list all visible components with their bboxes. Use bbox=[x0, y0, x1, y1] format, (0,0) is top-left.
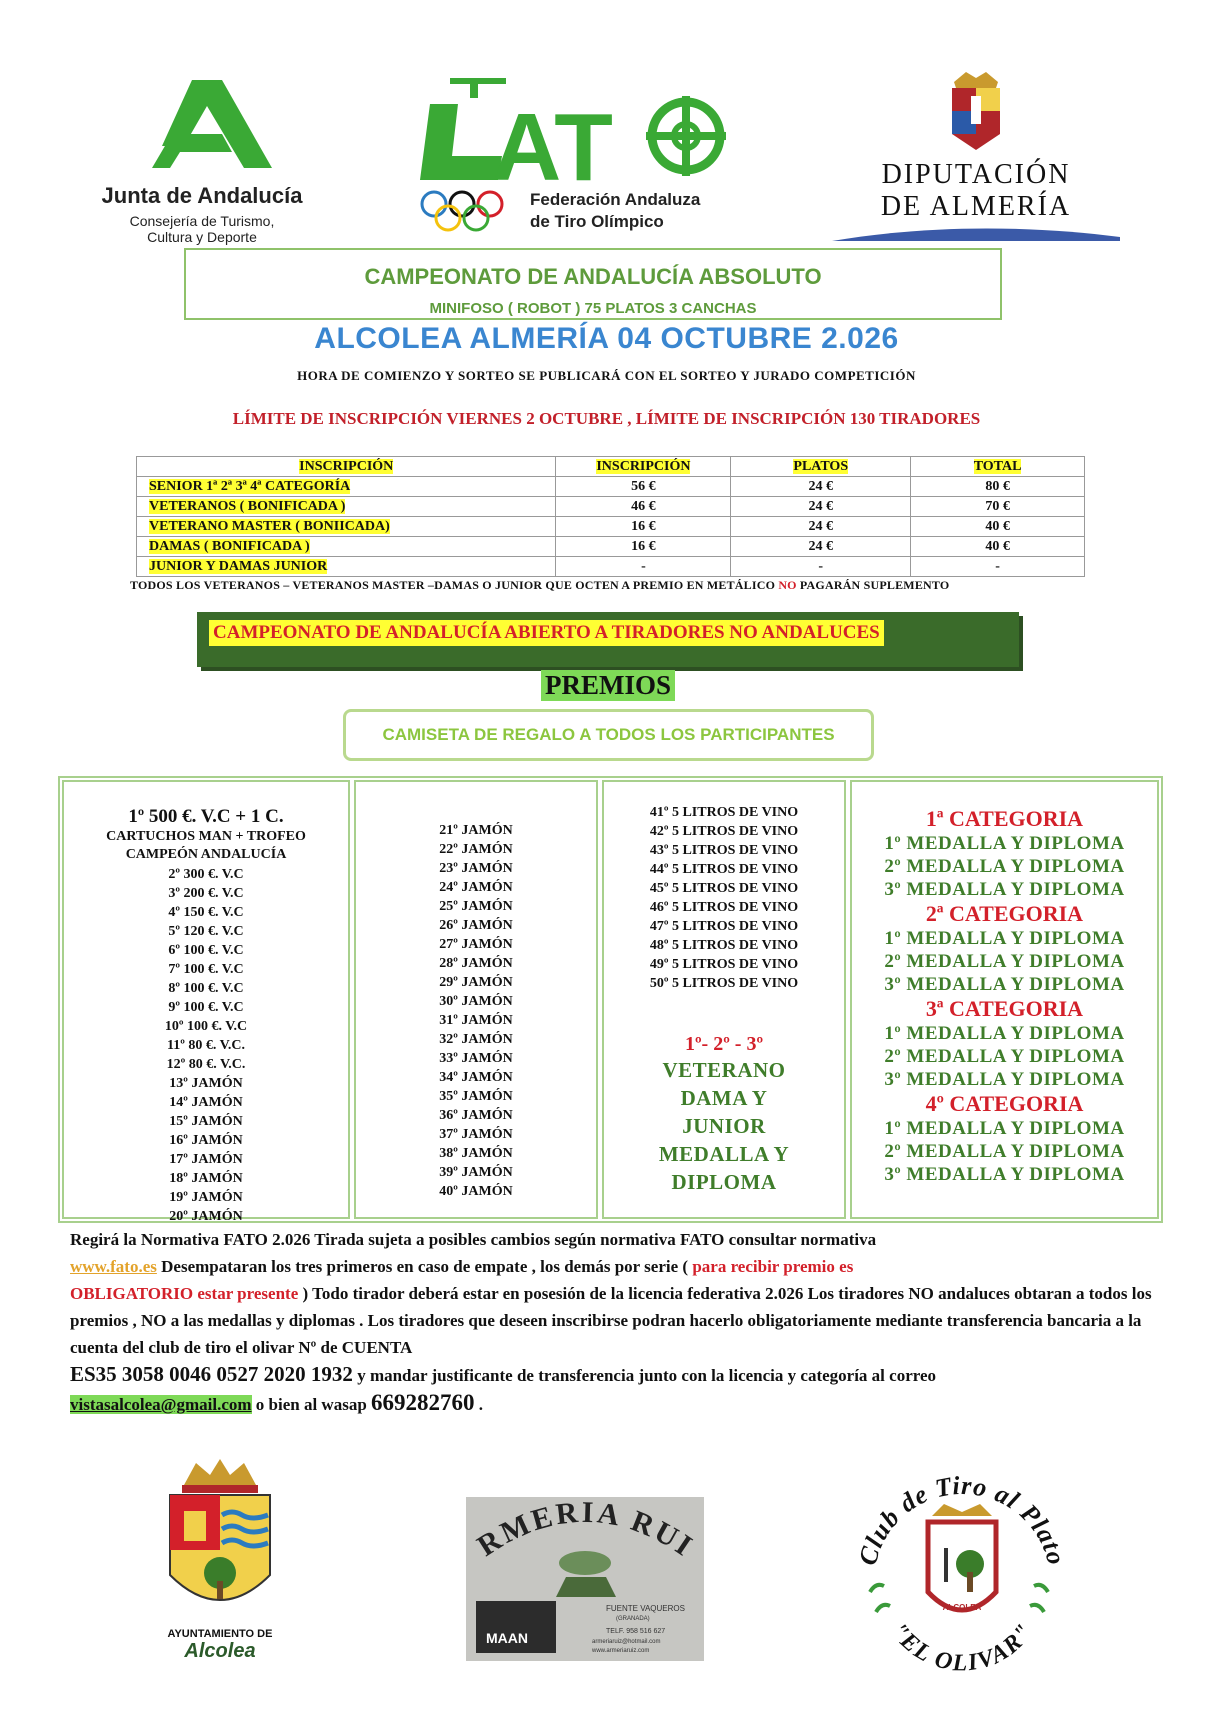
category-medal: 3º MEDALLA Y DIPLOMA bbox=[884, 1164, 1125, 1185]
prize-place: 23º JAMÓN bbox=[439, 861, 513, 876]
prize-place: 26º JAMÓN bbox=[439, 918, 513, 933]
prize-place: 20º JAMÓN bbox=[169, 1209, 243, 1224]
prize-place: 10º 100 €. V.C bbox=[164, 1019, 248, 1034]
category-title: 4º CATEGORIA bbox=[925, 1091, 1084, 1116]
fee-total: 80 € bbox=[911, 477, 1085, 497]
bank-account: ES35 3058 0046 0527 2020 1932 bbox=[70, 1362, 353, 1386]
fees-header-inscription: INSCRIPCIÓN bbox=[556, 457, 731, 477]
prize-place: 49º 5 LITROS DE VINO bbox=[649, 957, 799, 972]
table-row bbox=[137, 477, 1085, 497]
prize-place: 11º 80 €. V.C. bbox=[166, 1038, 245, 1053]
fato-name-line2: de Tiro Olímpico bbox=[530, 212, 664, 231]
fee-total: 70 € bbox=[911, 497, 1085, 517]
svg-text:FUENTE VAQUEROS: FUENTE VAQUEROS bbox=[606, 1604, 685, 1613]
first-prize: 1º 500 €. V.C + 1 C. bbox=[128, 806, 284, 827]
club-tiro-el-olivar-logo bbox=[852, 1472, 1072, 1672]
fee-category-label: VETERANO MASTER ( BONIICADA) bbox=[149, 519, 390, 534]
prize-place: 48º 5 LITROS DE VINO bbox=[649, 938, 799, 953]
vet-places: 1º- 2º - 3º bbox=[684, 1033, 764, 1055]
svg-text:Club de Tiro al Plato: Club de Tiro al Plato bbox=[852, 1472, 1072, 1569]
prize-place: 21º JAMÓN bbox=[439, 823, 513, 838]
prize-place: 2º 300 €. V.C bbox=[168, 867, 244, 882]
alcolea-coat-of-arms-icon bbox=[140, 1455, 300, 1625]
svg-text:MAAN: MAAN bbox=[486, 1630, 528, 1646]
category-medal: 2º MEDALLA Y DIPLOMA bbox=[884, 856, 1125, 877]
prize-place: 27º JAMÓN bbox=[439, 937, 513, 952]
start-time-note: HORA DE COMIENZO Y SORTEO SE PUBLICARÁ CON EL SORTEO Y JURADO COMPETICIÓN bbox=[297, 368, 916, 383]
vet-prize-lines bbox=[604, 1056, 844, 1196]
fees-table bbox=[136, 456, 1085, 577]
prize-place: 9º 100 €. V.C bbox=[168, 1000, 244, 1015]
prize-place: 22º JAMÓN bbox=[439, 842, 513, 857]
fee-total: - bbox=[911, 557, 1085, 577]
fato-emblem-icon bbox=[410, 76, 740, 186]
category-medal: 3º MEDALLA Y DIPLOMA bbox=[884, 879, 1125, 900]
prize-list-3 bbox=[604, 803, 844, 993]
olympic-rings-icon bbox=[420, 188, 530, 238]
prizes-heading: PREMIOS bbox=[541, 670, 675, 701]
fee-inscription: 56 € bbox=[556, 477, 731, 497]
fee-platos: 24 € bbox=[731, 537, 911, 557]
page-title: CAMPEONATO DE ANDALUCÍA ABSOLUTO bbox=[364, 264, 822, 289]
fato-link[interactable]: www.fato.es bbox=[70, 1257, 157, 1276]
fees-header-total: TOTAL bbox=[911, 457, 1085, 477]
category-medal: 1º MEDALLA Y DIPLOMA bbox=[884, 928, 1125, 949]
fee-platos: 24 € bbox=[731, 517, 911, 537]
fee-inscription: 16 € bbox=[556, 517, 731, 537]
fee-category-label: DAMAS ( BONIFICADA ) bbox=[149, 539, 310, 554]
title-box bbox=[184, 248, 1002, 320]
prize-list-2 bbox=[356, 821, 596, 1201]
fee-inscription: 16 € bbox=[556, 537, 731, 557]
prize-grid bbox=[58, 776, 1163, 1223]
vet-prize-line: DIPLOMA bbox=[671, 1170, 777, 1194]
svg-text:"EL OLIVAR": "EL OLIVAR" bbox=[885, 1618, 1039, 1672]
diputacion-almeria-logo bbox=[826, 72, 1126, 242]
prize-place: 31º JAMÓN bbox=[439, 1013, 513, 1028]
prize-place: 19º JAMÓN bbox=[169, 1190, 243, 1205]
prize-place: 36º JAMÓN bbox=[439, 1108, 513, 1123]
supplement-note: TODOS LOS VETERANOS – VETERANOS MASTER –DAMAS O JUNIOR QUE OCTEN A PREMIO EN METÁLICO NO PAGARÁN SUPLEMENTO bbox=[130, 578, 950, 592]
ayuntamiento-label: AYUNTAMIENTO DE bbox=[167, 1628, 273, 1640]
prize-place: 7º 100 €. V.C bbox=[168, 962, 244, 977]
prize-place: 5º 120 €. V.C bbox=[168, 924, 244, 939]
prize-place: 32º JAMÓN bbox=[439, 1032, 513, 1047]
armeria-ruiz-logo bbox=[466, 1497, 704, 1661]
fato-name-line1: Federación Andaluza bbox=[530, 190, 701, 209]
prize-place: 13º JAMÓN bbox=[169, 1076, 243, 1091]
table-row bbox=[137, 537, 1085, 557]
fee-category-label: VETERANOS ( BONIFICADA ) bbox=[149, 499, 346, 514]
prize-place: 43º 5 LITROS DE VINO bbox=[649, 843, 799, 858]
category-medal: 3º MEDALLA Y DIPLOMA bbox=[884, 1069, 1125, 1090]
almeria-coat-of-arms-icon bbox=[826, 72, 1126, 152]
tshirt-gift-box: CAMISETA DE REGALO A TODOS LOS PARTICIPANTES bbox=[343, 709, 874, 761]
fee-inscription: - bbox=[556, 557, 731, 577]
category-medal: 1º MEDALLA Y DIPLOMA bbox=[884, 1023, 1125, 1044]
prize-place: 45º 5 LITROS DE VINO bbox=[649, 881, 799, 896]
prize-place: 24º JAMÓN bbox=[439, 880, 513, 895]
prize-column-2 bbox=[354, 780, 598, 1219]
prize-place: 18º JAMÓN bbox=[169, 1171, 243, 1186]
fee-platos: 24 € bbox=[731, 477, 911, 497]
fee-inscription: 46 € bbox=[556, 497, 731, 517]
prize-column-4 bbox=[850, 780, 1159, 1219]
prize-column-3 bbox=[602, 780, 846, 1219]
junta-dept-line1: Consejería de Turismo, bbox=[129, 213, 275, 229]
fee-category-label: SENIOR 1ª 2ª 3ª 4ª CATEGORÍA bbox=[149, 479, 351, 494]
prize-place: 16º JAMÓN bbox=[169, 1133, 243, 1148]
prize-place: 46º 5 LITROS DE VINO bbox=[649, 900, 799, 915]
table-row bbox=[137, 557, 1085, 577]
category-title: 2ª CATEGORIA bbox=[925, 901, 1084, 926]
prize-place: 44º 5 LITROS DE VINO bbox=[649, 862, 799, 877]
prize-place: 29º JAMÓN bbox=[439, 975, 513, 990]
category-title: 1ª CATEGORIA bbox=[925, 806, 1084, 831]
fee-category-label: JUNIOR Y DAMAS JUNIOR bbox=[149, 559, 328, 574]
prize-list-1 bbox=[64, 865, 348, 1226]
fee-total: 40 € bbox=[911, 537, 1085, 557]
prize-place: 25º JAMÓN bbox=[439, 899, 513, 914]
vet-prize-line: DAMA Y bbox=[680, 1086, 768, 1110]
prize-place: 4º 150 €. V.C bbox=[168, 905, 244, 920]
svg-text:www.armeriaruiz.com: www.armeriaruiz.com bbox=[592, 1648, 650, 1654]
diputacion-name-line1: DIPUTACIÓN bbox=[881, 159, 1071, 190]
table-row bbox=[137, 497, 1085, 517]
first-prize-line3: CAMPEÓN ANDALUCÍA bbox=[125, 847, 287, 862]
diputacion-name-line2: DE ALMERÍA bbox=[880, 191, 1072, 222]
prize-place: 30º JAMÓN bbox=[439, 994, 513, 1009]
category-medal: 2º MEDALLA Y DIPLOMA bbox=[884, 951, 1125, 972]
prize-place: 40º JAMÓN bbox=[439, 1184, 513, 1199]
fees-header-row bbox=[137, 457, 1085, 477]
svg-text:TELF. 958 516 627: TELF. 958 516 627 bbox=[606, 1628, 666, 1635]
prize-place: 39º JAMÓN bbox=[439, 1165, 513, 1180]
open-championship-text: CAMPEONATO DE ANDALUCÍA ABIERTO A TIRADORES NO ANDALUCES bbox=[209, 620, 884, 646]
fees-header-platos: PLATOS bbox=[731, 457, 911, 477]
vet-prize-line: JUNIOR bbox=[682, 1114, 766, 1138]
category-medal: 2º MEDALLA Y DIPLOMA bbox=[884, 1141, 1125, 1162]
alcolea-label: Alcolea bbox=[184, 1640, 256, 1662]
category-medal: 3º MEDALLA Y DIPLOMA bbox=[884, 974, 1125, 995]
junta-dept-line2: Cultura y Deporte bbox=[147, 229, 257, 245]
event-location-date: ALCOLEA ALMERÍA 04 OCTUBRE 2.026 bbox=[314, 322, 899, 355]
presence-note-2: OBLIGATORIO estar presente bbox=[70, 1284, 299, 1303]
prize-place: 42º 5 LITROS DE VINO bbox=[649, 824, 799, 839]
prize-place: 6º 100 €. V.C bbox=[168, 943, 244, 958]
fato-logo bbox=[410, 76, 740, 236]
prize-place: 37º JAMÓN bbox=[439, 1127, 513, 1142]
svg-text:AT: AT bbox=[492, 94, 613, 186]
prize-place: 3º 200 €. V.C bbox=[168, 886, 244, 901]
prize-place: 8º 100 €. V.C bbox=[168, 981, 244, 996]
junta-emblem-icon bbox=[72, 76, 332, 176]
prize-place: 33º JAMÓN bbox=[439, 1051, 513, 1066]
prize-place: 15º JAMÓN bbox=[169, 1114, 243, 1129]
prize-place: 14º JAMÓN bbox=[169, 1095, 243, 1110]
armeria-ruiz-badge-icon bbox=[466, 1497, 704, 1661]
category-title: 3ª CATEGORIA bbox=[925, 996, 1084, 1021]
contact-email[interactable]: vistasalcolea@gmail.com bbox=[70, 1395, 252, 1414]
prize-place: 41º 5 LITROS DE VINO bbox=[649, 805, 799, 820]
category-medal: 1º MEDALLA Y DIPLOMA bbox=[884, 833, 1125, 854]
table-row bbox=[137, 517, 1085, 537]
svg-text:ARMERIA RUIZ: RMERIA RUI bbox=[471, 1497, 701, 1564]
svg-text:(GRANADA): (GRANADA) bbox=[616, 1616, 650, 1622]
vet-prize-line: MEDALLA Y bbox=[658, 1142, 790, 1166]
prize-place: 35º JAMÓN bbox=[439, 1089, 513, 1104]
diputacion-swoosh-icon bbox=[826, 223, 1126, 243]
prize-place: 12º 80 €. V.C. bbox=[166, 1057, 246, 1072]
presence-note-1: para recibir premio es bbox=[692, 1257, 854, 1276]
fee-platos: 24 € bbox=[731, 497, 911, 517]
prize-place: 38º JAMÓN bbox=[439, 1146, 513, 1161]
junta-andalucia-logo bbox=[72, 76, 332, 245]
category-prize-list bbox=[852, 806, 1157, 1186]
page-subtitle: MINIFOSO ( ROBOT ) 75 PLATOS 3 CANCHAS bbox=[429, 300, 757, 317]
fees-header-category: INSCRIPCIÓN bbox=[137, 457, 556, 477]
prize-place: 34º JAMÓN bbox=[439, 1070, 513, 1085]
prize-column-1 bbox=[62, 780, 350, 1224]
junta-name: Junta de Andalucía bbox=[101, 183, 303, 208]
category-medal: 1º MEDALLA Y DIPLOMA bbox=[884, 1118, 1125, 1139]
ayuntamiento-alcolea-logo bbox=[140, 1455, 300, 1662]
prize-place: 47º 5 LITROS DE VINO bbox=[649, 919, 799, 934]
supplement-note-no: NO bbox=[778, 578, 797, 592]
vet-prize-line: VETERANO bbox=[662, 1058, 786, 1082]
registration-limit: LÍMITE DE INSCRIPCIÓN VIERNES 2 OCTUBRE , LÍMITE DE INSCRIPCIÓN 130 TIRADORES bbox=[232, 409, 981, 428]
prize-place: 17º JAMÓN bbox=[169, 1152, 243, 1167]
club-el-olivar-badge-icon bbox=[852, 1472, 1072, 1672]
fee-platos: - bbox=[731, 557, 911, 577]
fee-total: 40 € bbox=[911, 517, 1085, 537]
rules-paragraph: Regirá la Normativa FATO 2.026 Tirada sujeta a posibles cambios según normativa FATO consultar normativa www.fato.es Desempataran los tres primeros en caso de empate , los demás por serie ( para recibir premio es OBLIGATORIO estar presente ) Todo tirador deberá estar en posesión de la licencia federativa 2.026 Los tiradores NO andaluces obtaran a todos los premios , NO a las medallas y diplomas . Los tiradores que deseen inscribirse podran hacerlo obligatoriamente mediante transferencia bancaria a la cuenta del club de tiro el olivar Nº de CUENTA ES35 3058 0046 0527 2020 1932 y mandar justificante de transferencia junto con la licencia y categoría al correo vistasalcolea@gmail.com o bien al wasap 669282760 . bbox=[70, 1230, 1152, 1415]
category-medal: 2º MEDALLA Y DIPLOMA bbox=[884, 1046, 1125, 1067]
prize-place: 28º JAMÓN bbox=[439, 956, 513, 971]
svg-text:armeriaruiz@hotmail.com: armeriaruiz@hotmail.com bbox=[592, 1639, 661, 1645]
whatsapp-number: 669282760 bbox=[371, 1390, 475, 1415]
svg-text:ALCOLEA: ALCOLEA bbox=[942, 1603, 982, 1612]
prize-place: 50º 5 LITROS DE VINO bbox=[649, 976, 799, 991]
first-prize-line2: CARTUCHOS MAN + TROFEO bbox=[106, 829, 306, 844]
open-championship-banner bbox=[197, 612, 1019, 667]
